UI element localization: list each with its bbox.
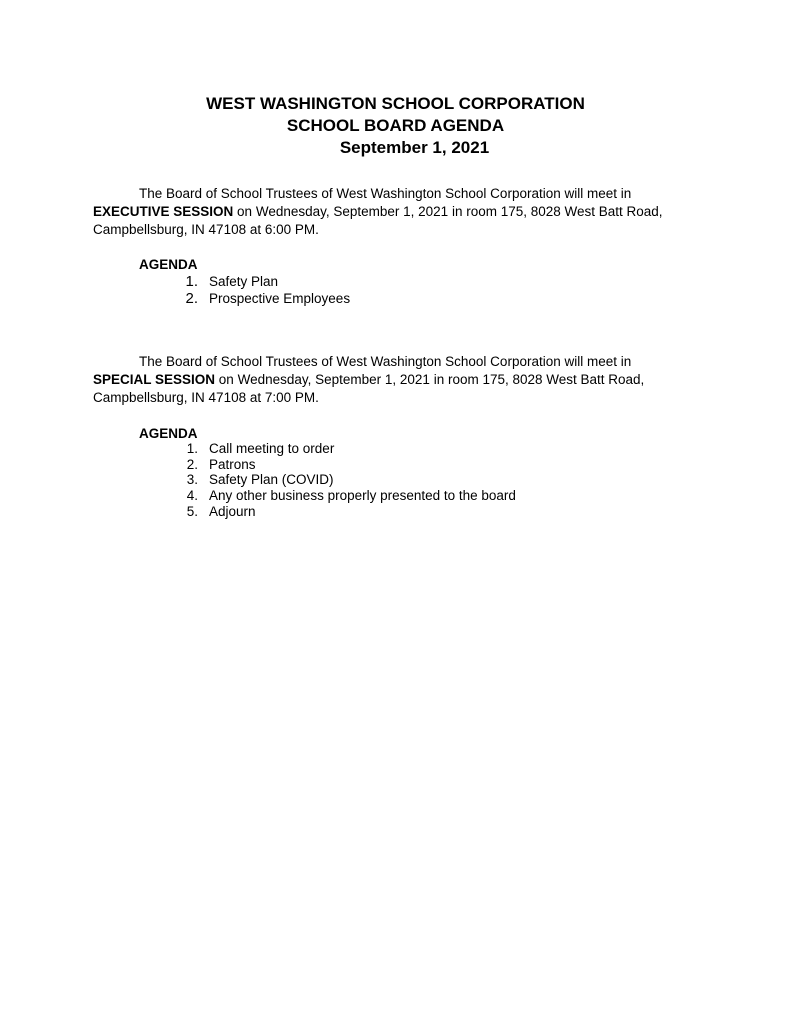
item-number: 1. [186, 441, 198, 456]
special-details: on Wednesday, September 1, 2021 in room 175, 8028 West Batt Road, Campbellsburg, IN 47108 at 7:00 PM. [93, 372, 645, 405]
list-item [160, 472, 516, 488]
item-text: Safety Plan [209, 274, 279, 289]
item-number: 2. [186, 456, 198, 472]
list-item [160, 273, 350, 290]
executive-details: on Wednesday, September 1, 2021 in room 175, 8028 West Batt Road, Campbellsburg, IN 47108 at 6:00 PM. [93, 204, 663, 237]
list-item [160, 504, 516, 520]
special-session-label: SPECIAL SESSION [93, 372, 216, 387]
item-text: Call meeting to order [209, 441, 335, 456]
list-item [160, 488, 516, 504]
item-number: 3. [186, 472, 198, 488]
document-title [0, 93, 791, 159]
item-number: 4. [186, 488, 198, 504]
special-session-paragraph [93, 353, 693, 407]
executive-intro: The Board of School Trustees of West Washington School Corporation will meet in [139, 186, 632, 201]
special-agenda-heading: AGENDA [139, 426, 198, 441]
executive-session-paragraph [93, 185, 693, 239]
item-text: Safety Plan (COVID) [209, 472, 334, 488]
title-date: September 1, 2021 [339, 138, 490, 157]
executive-session-label: EXECUTIVE SESSION [93, 204, 234, 219]
item-text: Prospective Employees [209, 291, 351, 306]
item-text: Any other business properly presented to the board [209, 488, 516, 504]
special-intro: The Board of School Trustees of West Washington School Corporation will meet in [139, 354, 632, 369]
list-item [160, 290, 350, 307]
item-text: Patrons [209, 456, 256, 472]
special-agenda-list [160, 441, 516, 520]
item-number: 2. [185, 290, 198, 307]
executive-agenda-list [160, 273, 350, 307]
item-number: 1. [185, 273, 198, 290]
list-item [160, 441, 516, 457]
executive-agenda-heading: AGENDA [139, 257, 198, 272]
title-organization: WEST WASHINGTON SCHOOL CORPORATION [206, 94, 585, 113]
list-item [160, 457, 516, 473]
item-number: 5. [186, 503, 198, 519]
item-text: Adjourn [209, 503, 256, 519]
title-agenda: SCHOOL BOARD AGENDA [286, 116, 505, 135]
